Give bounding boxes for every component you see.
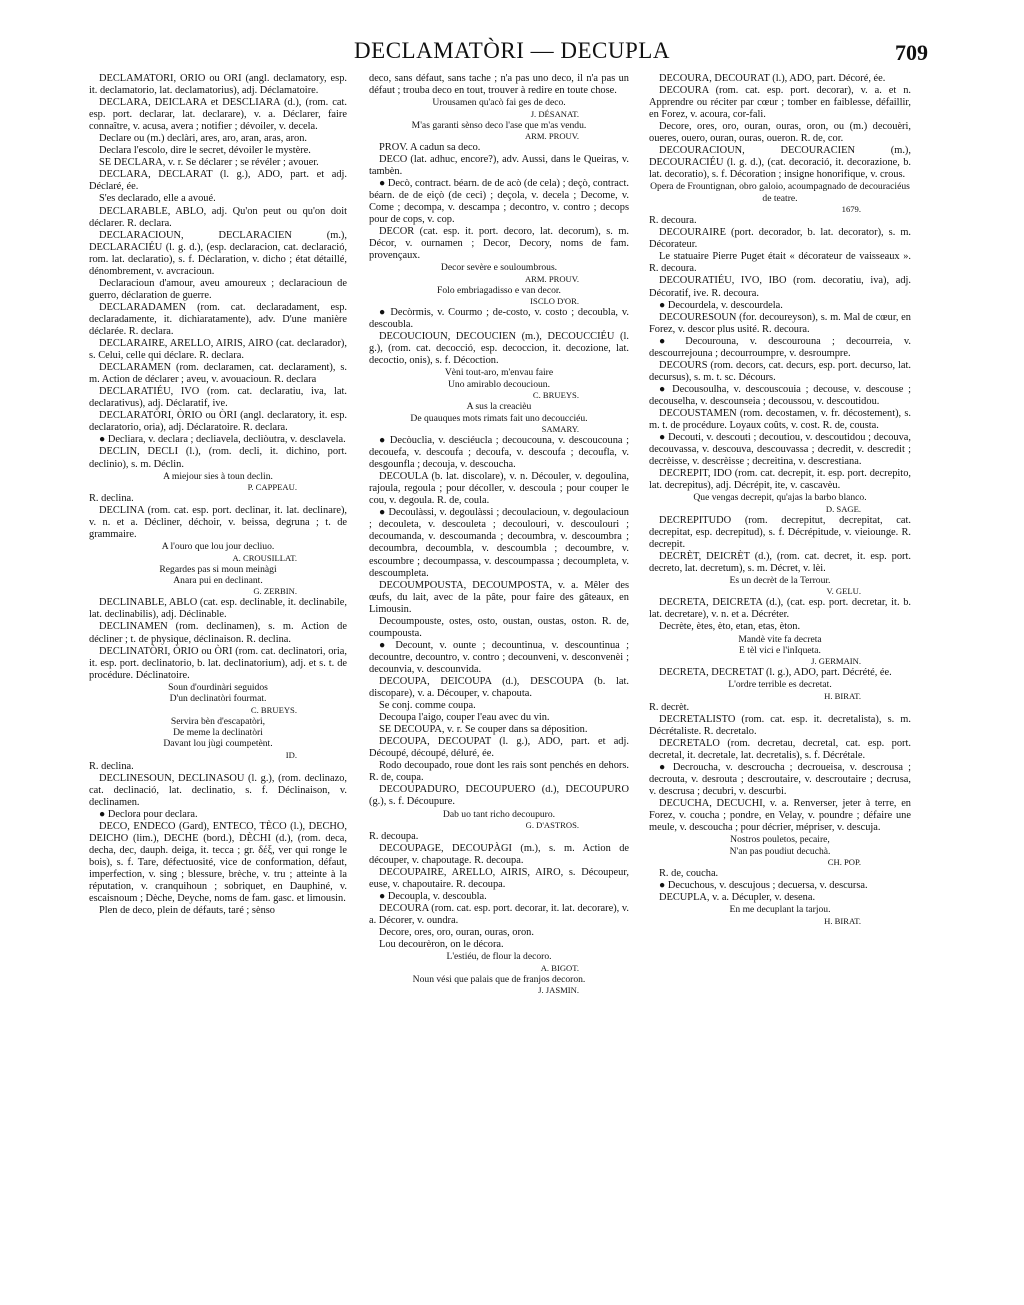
dictionary-entry: ● Decoulàssi, v. degoulàssi ; decoulacioun, v. degoulacioun ; decouleta, v. descouleta ; decoulouri, v. descoulouri ; decoumanda, v. descoumanda ; decoumbra, v. descoumbra ; decoumbra, decoumbla, v. descoumbla ; decoumbre, v. escoumbre ; decoumpassa, v. descoumpassa ; decoumpleta, v. descoumpleta.	[369, 507, 629, 579]
dictionary-entry: DECRETA, DECRETAT (l. g.), ADO, part. Décrété, ée.	[659, 667, 892, 679]
quotation-line: Folo embriagadisso e van decor.	[437, 284, 561, 296]
dictionary-entry: DECOURACIOUN, DECOURACIEN (m.), DECOURACIÉU (l. g. d.), (cat. decoració, it. decorazione, b. lat. decoratio), s. f. Décoration ; insigne honorifique, v. crous.	[649, 145, 911, 181]
dictionary-entry: ● Decoupla, v. descoubla.	[379, 891, 487, 903]
quotation-line: Urousamen qu'acò fai ges de deco.	[432, 97, 566, 109]
dictionary-entry: R. decrèt.	[649, 701, 690, 713]
quotation-author: J. JASMIN.	[538, 985, 579, 996]
quotation-author: 1679.	[841, 204, 861, 215]
quotation-line: E tèl vici e l'inIqueta.	[739, 644, 821, 656]
dictionary-entry: Decore, ores, oro, ouran, ouras, oron, ou (m.) decouèri, oueres, ouero, ouran, ouras, oueron. R. de, cor.	[649, 121, 911, 145]
quotation-line: Nostros pouletos, pecaire,	[730, 834, 830, 846]
dictionary-entry: DECLAMATÒRI, ÒRIO ou ÒRI (angl. declamatory, esp. it. declamatorio, lat. declamatorius), adj. Déclamatoire.	[89, 73, 347, 97]
quotation-line: A miejour sies à toun declin.	[163, 470, 273, 482]
dictionary-entry: DECLINESOUN, DECLINASOU (l. g.), (rom. declinazo, cat. declinació, lat. declinatio, s. f. Déclinaison, v. declinamen.	[89, 772, 347, 808]
quotation-author: ARM. PROUV.	[524, 273, 579, 284]
column-3	[649, 73, 911, 927]
dictionary-entry: Rodo decoupado, roue dont les rais sont penchés en dehors. R. de, coupa.	[369, 760, 629, 784]
dictionary-entry: DECLARADAMEN (rom. cat. declaradament, esp. declaradamente, it. dichiaratamente), adv. D'une manière déclarée. R. declara.	[89, 301, 347, 337]
dictionary-entry: DECREPIT, IDO (rom. cat. decrepit, it. esp. port. decrepito, lat. decrepitus), adj. Décrépit, ite, v. cascavèu.	[649, 468, 911, 492]
dictionary-entry: DECLARATÒRI, ÒRIO ou ÒRI (angl. declaratory, it. esp. declaratorio, oria), adj. Déclaratoire. R. declara.	[89, 410, 347, 434]
quotation-author: ID.	[285, 749, 297, 760]
dictionary-entry: DECLARABLE, ABLO, adj. Qu'on peut ou qu'on doit déclarer. R. declara.	[89, 205, 347, 229]
dictionary-entry: DECUPLA, v. a. Décupler, v. desena.	[659, 892, 816, 904]
dictionary-entry: DECOUPA, DEICOUPA (d.), DESCOUPA (b. lat. discopare), v. a. Découper, v. chapouta.	[369, 675, 629, 700]
dictionary-entry: Le statuaire Pierre Puget était « décorateur de vaisseaux ». R. decoura.	[649, 251, 911, 275]
dictionary-entry: DECLARAIRE, ARELLO, AIRIS, AIRO (cat. declarador), s. Celui, celle qui déclare. R. declara.	[89, 338, 347, 362]
dictionary-entry: R. declina.	[89, 760, 134, 772]
dictionary-entry: DECLARA, DECLARAT (l. g.), ADO, part. et adj. Déclaré, ée.	[89, 169, 347, 193]
quotation-line: A l'ouro que lou jour decliuo.	[161, 541, 275, 553]
dictionary-entry: SE DECLARA, v. r. Se déclarer ; se révéler ; avouer.	[99, 157, 319, 169]
dictionary-entry: Decore, ores, oro, ouran, ouras, oron.	[379, 927, 534, 939]
dictionary-entry: DECRETALISTO (rom. cat. esp. it. decretalista), s. m. Décrétaliste. R. decretalo.	[649, 713, 911, 737]
dictionary-entry: DECOURS (rom. decors, cat. decurs, esp. port. decurso, lat. decursus), s. m. t. sc. Décours.	[649, 359, 911, 383]
dictionary-entry: Plen de deco, plein de défauts, taré ; sènso	[99, 905, 276, 917]
dictionary-entry: Se conj. comme coupa.	[379, 700, 476, 712]
quotation-line: Soun d'ourdinàri seguidos	[168, 681, 268, 693]
dictionary-entry: ● Decòuclia, v. desciéucla ; decoucouna, v. descoucouna ; decouefa, v. descoufa ; decoufa, v. descoufa ; decoufla, v. desgounfla ; decouja, v. descoucha.	[369, 435, 629, 471]
running-head: DECLAMATÒRI — DECUPLA	[354, 38, 670, 63]
dictionary-entry: DECOUPA, DECOUPAT (l. g.), ADO, part. et adj. Découpé, découpé, déluré, ée.	[369, 736, 629, 760]
dictionary-entry: DECOURAIRE (port. decorador, b. lat. decorator), s. m. Décorateur.	[649, 227, 911, 251]
dictionary-entry: ● Decò, contract. béarn. de de acò (de cela) ; deçò, contract. béarn. de de eiçò (de ceci) ; deçola, v. decela ; Decome, v. Come ; decompa, v. descampa ; decontro, v. contro ; decops pour de cops, v. cop.	[369, 178, 629, 226]
quotation-author: ISCLO D'OR.	[530, 296, 579, 307]
quotation-line: D'un declinatòri fourmat.	[169, 693, 267, 705]
quotation-line: M'as garanti sènso deco l'ase que m'as vendu.	[411, 119, 587, 131]
quotation-author: C. BRUEYS.	[532, 390, 579, 401]
quotation-line: Mandè vite fa decreta	[738, 633, 822, 645]
quotation-line: L'estiéu, de flour la decoro.	[446, 951, 552, 963]
quotation-author: C. BRUEYS.	[250, 704, 297, 715]
dictionary-entry: ● Decliara, v. declara ; decliavela, decliòutra, v. desclavela.	[99, 434, 346, 446]
quotation-author: A. CROUSILLAT.	[232, 552, 297, 563]
dictionary-entry: DECOURA (rom. cat. esp. port. decorar, it. lat. decorare), v. a. Décorer, v. oundra.	[369, 903, 629, 927]
dictionary-entry: ● Decousoulha, v. descouscouia ; decouse, v. descouse ; decouselha, v. descounseia ; decoussou, v. descoutidou.	[649, 383, 911, 407]
dictionary-entry: SE DECOUPA, v. r. Se couper dans sa déposition.	[379, 724, 588, 736]
dictionary-entry: DECO (lat. adhuc, encore?), adv. Aussi, dans le Queiras, v. tambèn.	[369, 153, 629, 177]
dictionary-entry: DECLARAMEN (rom. declaramen, cat. declarament), s. m. Action de déclarer ; aveu, v. avouacioun. R. declara	[89, 362, 347, 386]
dictionary-entry: DECOUMPOUSTA, DECOUMPOSTA, v. a. Mêler des œufs, du lait, avec de la pâte, pour faire des gâteaux, en Limousin.	[369, 579, 629, 615]
quotation-author: A. BIGOT.	[540, 962, 579, 973]
quotation-line: Anara pui en declinant.	[173, 574, 263, 586]
dictionary-entry: Decoumpouste, ostes, osto, oustan, oustas, oston. R. de, coumpousta.	[369, 615, 629, 639]
dictionary-entry: DECO, ENDECO (Gard), ENTECO, TÈCO (l.), DECHO, DEICHO (lim.), DECHE (bord.), DÈCHI (d.), (rom. deca, decha, dec, dauph. deiga, it. tecca ; gr. δέξ, ver qui ronge le bois), s. f. Tare, défectuosité, vice de conformation, défaut, imperfection, v. sing ; blessure, brèche, v. tru ; atteinte à la réputation, v. cranquihoun ; sobriquet, en Dauphiné, v. escaisnoum ; Dèche, Deyche, noms de fam. gasc. et limousin.	[89, 820, 347, 905]
quotation-line: Noun vési que palais que de franjos decoron.	[412, 973, 586, 985]
dictionary-entry: R. de, coucha.	[659, 868, 719, 880]
dictionary-entry: ● Decòrmis, v. Courmo ; de-costo, v. costo ; decoubla, v. descoubla.	[369, 307, 629, 331]
dictionary-entry: ● Decourdela, v. descourdela.	[659, 299, 783, 311]
dictionary-entry: ● Decroucha, v. descroucha ; decroueisa, v. descrousa ; decrouta, v. desrouta ; descroutaire, v. descroutaire ; decrusa, v. descrusa ; decubri, v. descurbi.	[649, 762, 911, 798]
quotation-line: Decor sevère e souloumbrous.	[440, 262, 558, 274]
dictionary-entry: ● Decourouna, v. descourouna ; decourreia, v. descourrejouna ; decourroumpre, v. desroumpre.	[649, 335, 911, 359]
quotation-line: Es un decrèt de la Terrour.	[729, 574, 831, 586]
page-number: 709	[895, 40, 928, 65]
quotation-author: H. BIRAT.	[824, 690, 861, 701]
dictionary-entry: deco, sans défaut, sans tache ; n'a pas uno deco, il n'a pas un défaut ; trouba deco en tout, trouver à redire en toute chose.	[369, 73, 629, 97]
dictionary-entry: DECOUPAGE, DECOUPÀGI (m.), s. m. Action de découper, v. chapoutage. R. decoupa.	[369, 842, 629, 866]
dictionary-entry: Lou decourèron, on le décora.	[379, 939, 504, 951]
quotation-line: N'an pas poudiut decuchà.	[729, 845, 831, 857]
dictionary-entry: ● Decuchous, v. descujous ; decuersa, v. descursa.	[659, 880, 868, 892]
dictionary-entry: DECRETALO (rom. decretau, decretal, cat. esp. port. decretal, it. decretale, lat. decretalis), s. f. Décrétale.	[649, 737, 911, 761]
dictionary-entry: DECOUCIOUN, DECOUCIEN (m.), DECOUCCIÉU (l. g.), (rom. cat. decocció, esp. decoccion, it. decozione, lat. decoctio, onis), s. f. Décoction.	[369, 331, 629, 367]
dictionary-entry: DECLINAMEN (rom. declinamen), s. m. Action de décliner ; t. de physique, déclinaison. R. declina.	[89, 621, 347, 645]
quotation-author: G. D'ASTROS.	[525, 819, 579, 830]
dictionary-entry: ● Decount, v. ounte ; decountinua, v. descountinua ; decountre, decountro, v. contro ; decounveni, v. desconvenèi ; decounvia, v. descounvida.	[369, 639, 629, 675]
dictionary-entry: PROV. A cadun sa deco.	[379, 141, 481, 153]
quotation-line: Vèni tout-aro, m'envau faire	[444, 367, 554, 379]
dictionary-entry: DECLARATIÉU, IVO (rom. cat. declaratiu, iva, lat. declarativus), adj. Déclaratif, ive.	[89, 386, 347, 410]
dictionary-entry: DECLINA (rom. cat. esp. port. declinar, it. lat. declinare), v. n. et a. Décliner, déchoir, v. beissa, degruna ; t. de grammaire.	[89, 505, 347, 541]
dictionary-entry: Declare ou (m.) declàri, ares, aro, aran, aras, aron.	[99, 133, 307, 145]
quotation-author: H. BIRAT.	[824, 915, 861, 926]
quotation-author: G. ZERBIN.	[253, 586, 297, 597]
column-1	[89, 73, 347, 917]
dictionary-entry: DECREPITUDO (rom. decrepitut, decrepitat, cat. decrepitat, esp. decrepitud), s. f. Décrépitude, v. vieiounge. R. decrepit.	[649, 514, 911, 550]
quotation-author: D. SAGE.	[825, 503, 861, 514]
dictionary-entry: S'es declarado, elle a avoué.	[99, 193, 216, 205]
dictionary-entry: DECOURATIÉU, IVO, IBO (rom. decoratiu, iva), adj. Décoratif, ive. R. decoura.	[649, 275, 911, 299]
dictionary-entry: DECUCHA, DECUCHI, v. a. Renverser, jeter à terre, en Forez, v. coucha ; pondre, en Velay, v. poundre ; défaire une meule, v. descoucha ; pour décrier, mépriser, v. descuja.	[649, 798, 911, 834]
dictionary-entry: DECLIN, DECLI (l.), (rom. decli, it. dichino, port. declinio), s. m. Déclin.	[89, 446, 347, 470]
dictionary-entry: DECOUPADURO, DECOUPUERO (d.), DECOUPURO (g.), s. f. Découpure.	[369, 784, 629, 808]
quotation-line: Servira bèn d'escapatòri,	[170, 715, 266, 727]
dictionary-entry: DECLARA, DEICLARA et DESCLIARA (d.), (rom. cat. esp. port. declarar, lat. declarare), v. a. Déclarer, faire connaître, v. acusa, avera ; notifier ; dévoiler, v. decela.	[89, 97, 347, 133]
dictionary-entry: DECOURA (rom. cat. esp. port. decorar), v. a. et n. Apprendre ou réciter par cœur ; tomber en faiblesse, défaillir, en Forez, v. acoura, cor-fali.	[649, 85, 911, 121]
quotation-line: De meme la declinatòri	[173, 726, 263, 738]
page-header	[0, 38, 1024, 72]
dictionary-entry: R. decoura.	[649, 215, 697, 227]
dictionary-entry: Decrète, ètes, èto, etan, etas, èton.	[659, 621, 801, 633]
quotation-line: L'ordre terrible es decretat.	[728, 679, 832, 691]
dictionary-entry: DECOURA, DECOURAT (l.), ADO, part. Décoré, ée.	[659, 73, 886, 84]
dictionary-entry: Declaracioun d'amour, aveu amoureux ; declaracioun de guerro, déclaration de guerre.	[89, 277, 347, 301]
quotation-line: Dab uo tant richo decoupuro.	[442, 808, 556, 820]
quotation-line: En me decuplant la tarjou.	[729, 904, 831, 916]
dictionary-entry: DECLINATÒRI, ÒRIO ou ÒRI (rom. cat. declinatori, oria, it. esp. port. declinatorio, b. lat. declinatorium), adj. et s. t. de procédure. Déclinatoire.	[89, 645, 347, 681]
dictionary-entry: DECOULA (b. lat. discolare), v. n. Découler, v. degoulina, rajoula, regoula ; pour décoller, v. descoula ; pour couper le cou, v. degoula. R. de, coula.	[369, 471, 629, 507]
column-2	[369, 73, 629, 996]
dictionary-entry: DECOURESOUN (for. decoureyson), s. m. Mal de cœur, en Forez, v. descor plus usité. R. decoura.	[649, 311, 911, 335]
quotation-author: J. GERMAIN.	[811, 656, 861, 667]
quotation-line: De quauques mots rimats fait uno decoucciéu.	[410, 412, 588, 424]
quotation-author: CH. POP.	[827, 857, 861, 868]
quotation-line: A sus la creacièu	[466, 401, 532, 413]
dictionary-entry: Decoupa l'aigo, couper l'eau avec du vin.	[379, 712, 550, 724]
dictionary-entry: DECOUPAIRE, ARELLO, AIRIS, AIRO, s. Découpeur, euse, v. chapoutaire. R. decoupa.	[369, 867, 629, 891]
quotation-line: Davant lou jùgi coumpetènt.	[163, 738, 273, 750]
dictionary-entry: DECRETA, DEICRETA (d.), (cat. esp. port. decretar, it. b. lat. decretare), v. n. et a. Décréter.	[649, 597, 911, 621]
quotation-author: V. GELU.	[826, 586, 861, 597]
quotation-line: Uno amirablo decoucioun.	[447, 378, 551, 390]
dictionary-entry: DECOR (cat. esp. it. port. decoro, lat. decorum), s. m. Décor, v. ournamen ; Decor, Decory, noms de fam. provençaux.	[369, 226, 629, 262]
quotation-author: P. CAPPEAU.	[247, 481, 297, 492]
dictionary-entry: DECRÈT, DEICRÈT (d.), (rom. cat. decret, it. esp. port. decreto, lat. decretum), s. m. Décret, v. lèi.	[649, 550, 911, 574]
dictionary-entry: Declara l'escolo, dire le secret, dévoiler le mystère.	[99, 145, 311, 157]
dictionary-entry: DECLINABLE, ABLO (cat. esp. declinable, it. declinabile, lat. declinabilis), adj. Déclinable.	[89, 597, 347, 621]
quotation-author: J. DÉSANAT.	[530, 108, 579, 119]
quotation-author: ARM. PROUV.	[524, 130, 579, 141]
quotation-line: Regardes pas si moun meinàgi	[159, 563, 277, 575]
quotation-line: Opera de Frountignan, obro galoio, acoumpagnado de decouraciéus de teatre.	[650, 181, 910, 204]
dictionary-entry: DECOUSTAMEN (rom. decostamen, v. fr. décostement), s. m. t. de procédure. Loyaux coûts, v. cost. R. de, cousta.	[649, 407, 911, 432]
dictionary-entry: R. decoupa.	[369, 830, 419, 842]
quotation-line: Que vengas decrepit, qu'ajas la barbo blanco.	[693, 492, 867, 504]
dictionary-entry: ● Decouti, v. descouti ; decoutiou, v. descoutidou ; decouva, decouvassa, v. descouva, descouvassa ; decredit, v. descredit ; decrèisse, v. descrèisse ; decreitina, v. descrestiana.	[649, 432, 911, 468]
dictionary-entry: ● Declora pour declara.	[99, 808, 198, 820]
dictionary-entry: DECLARACIOUN, DECLARACIEN (m.), DECLARACIÉU (l. g. d.), (esp. declaracion, cat. declaració, rom. lat. declaratio), s. f. Déclaration, v. dicho ; état détaillé, dénombrement, v. avcracioun.	[89, 229, 347, 277]
dictionary-entry: R. declina.	[89, 492, 134, 504]
quotation-author: SAMARY.	[541, 424, 579, 435]
